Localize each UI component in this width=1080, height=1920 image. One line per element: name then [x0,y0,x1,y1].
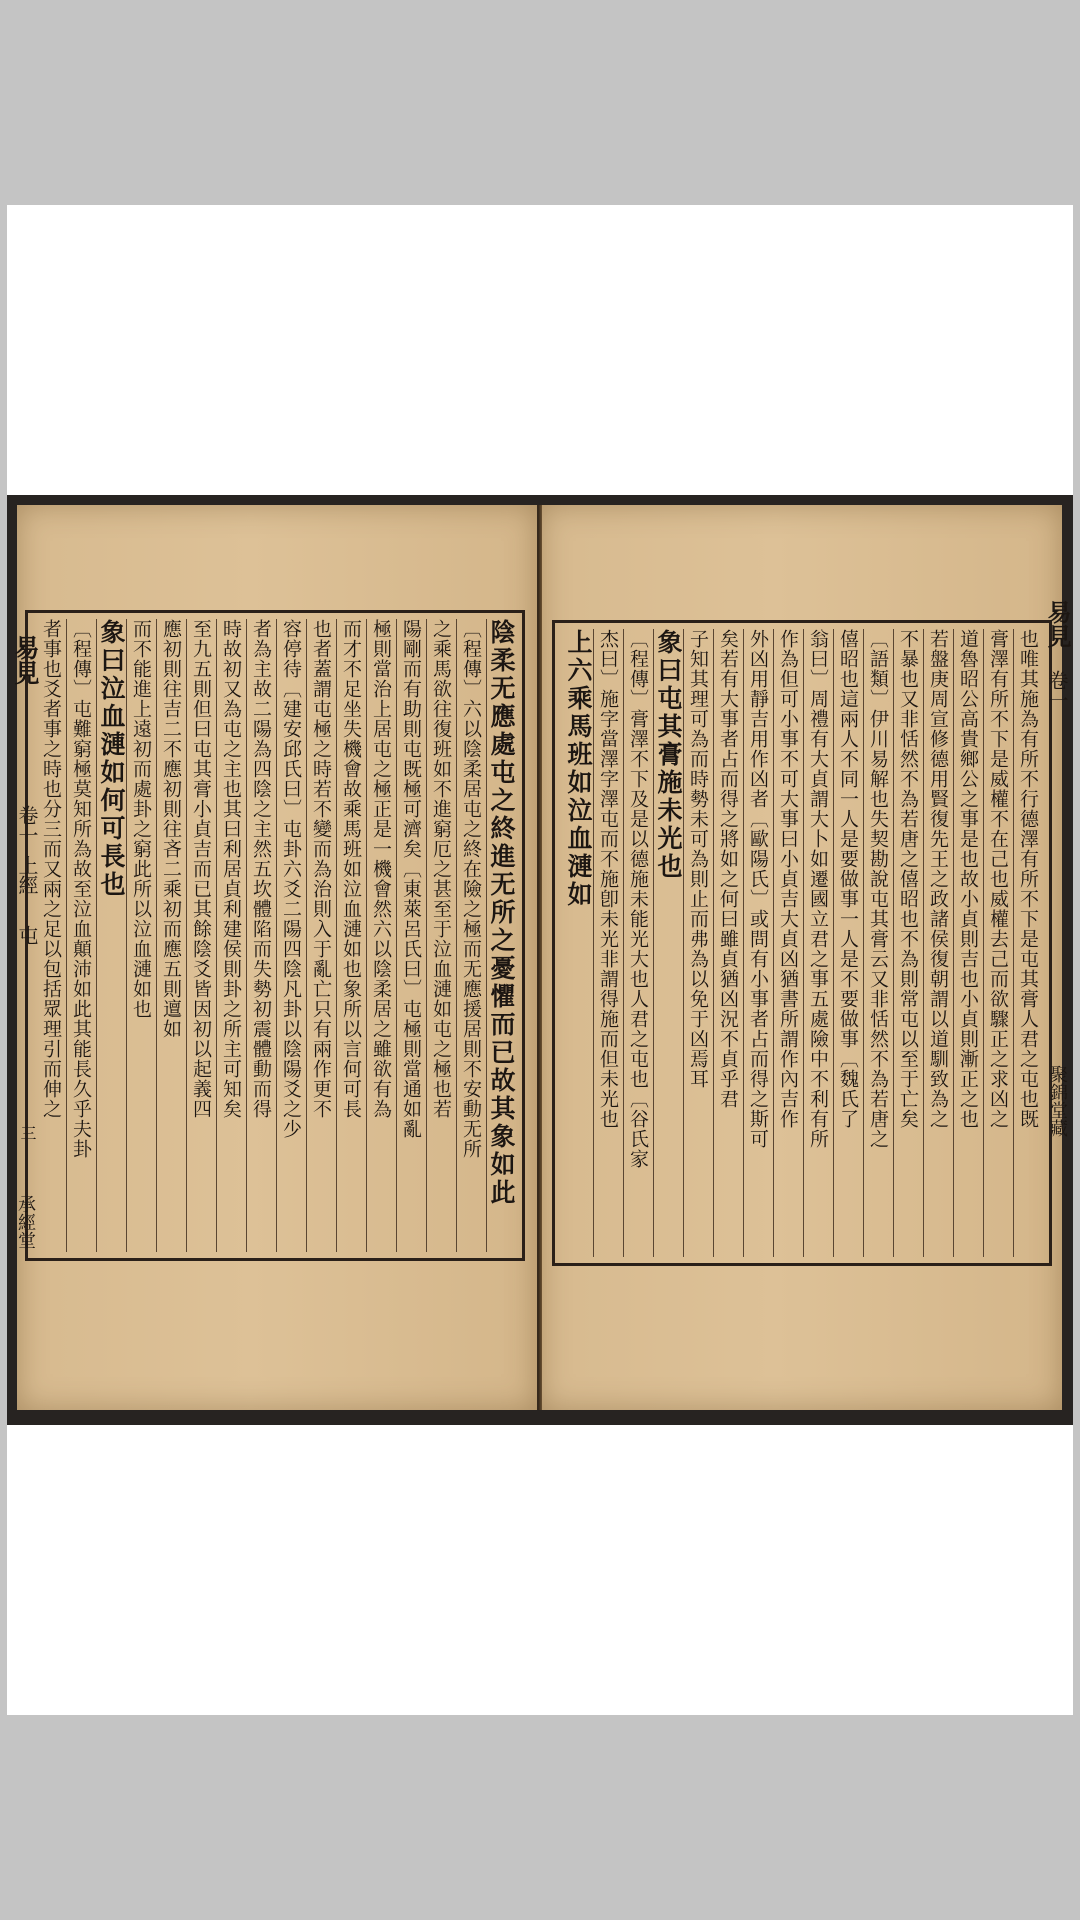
text-column: 而才不足坐失機會故乘馬班如泣血漣如也象所以言何可長 [336,619,366,1252]
text-column: 若盤庚周宣修德用賢復先王之政諸侯復朝謂以道馴致為之 [923,629,953,1257]
text-column: 象曰泣血漣如何可長也 [96,619,126,1252]
left-margin-title: 易見 [11,635,40,685]
text-column: 者事也爻者事之時也分三而又兩之足以包括眾理引而伸之 [40,619,62,1119]
text-column: 〔程傳〕六以陰柔居屯之終在險之極而无應援居則不安動无所 [456,619,486,1252]
text-column: 〔程傳〕屯難窮極莫知所為故至泣血顛沛如此其能長久乎夫卦 [66,619,96,1252]
text-column: 作為但可小事不可大事曰小貞吉大貞凶猶書所謂作內吉作 [773,629,803,1257]
text-column: 也唯其施為有所不行德澤有所不下是屯其膏人君之屯也既 [1013,629,1043,1257]
text-column: 膏澤有所不下是威權不在己也威權去己而欲驟正之求凶之 [983,629,1013,1257]
text-column: 陰柔无應處屯之終進无所之憂懼而已故其象如此 [486,619,516,1252]
text-column: 也者蓋謂屯極之時若不變而為治則入于亂亡只有兩作更不 [306,619,336,1252]
left-margin-gua: 屯 [15,925,39,945]
text-column: 而不能進上遠初而處卦之窮此所以泣血漣如也 [126,619,156,1252]
text-column: 象曰屯其膏施未光也 [653,629,683,1257]
text-column: 矣若有大事者占而得之將如之何曰雖貞猶凶況不貞乎君 [713,629,743,1257]
text-column: 應初則往吉二不應初則往吝二乘初而應五則邅如 [156,619,186,1252]
text-column: 容停待〔建安邱氏曰〕屯卦六爻二陽四陰凡卦以陰陽爻之少 [276,619,306,1252]
text-column: 道魯昭公高貴鄉公之事是也故小貞則吉也小貞則漸正之也 [953,629,983,1257]
book-scan [7,495,1073,1425]
image-viewer [7,205,1073,1715]
text-column: 極則當治上居屯之極正是一機會然六以陰柔居之雖欲有為 [366,619,396,1252]
left-margin-volume: 卷一 [15,805,39,845]
text-column: 不暴也又非恬然不為若唐之僖昭也不為則常屯以至于亡矣 [893,629,923,1257]
left-margin-page-number: 三 [18,1125,37,1141]
left-page-columns [34,619,516,1252]
text-column: 〔語類〕伊川易解也失契勘說屯其膏云又非恬然不為若唐之 [863,629,893,1257]
text-column: 外凶用靜吉用作凶者〔歐陽氏〕或問有小事者占而得之斯可 [743,629,773,1257]
text-column: 之乘馬欲往復班如不進窮厄之甚至于泣血漣如屯之極也若 [426,619,456,1252]
text-column: 上六乘馬班如泣血漣如 [564,629,593,909]
right-margin-title: 易見 [1043,600,1072,648]
text-column: 至九五則但曰屯其膏小貞吉而已其餘陰爻皆因初以起義四 [186,619,216,1252]
right-page-columns [561,629,1043,1257]
text-column: 僖昭也這兩人不同一人是要做事一人是不要做事〔魏氏了 [833,629,863,1257]
text-column: 〔程傳〕膏澤不下及是以德施未能光大也人君之屯也〔谷氏家 [623,629,653,1257]
left-page [11,505,537,1410]
text-column: 杰曰〕施字當澤字澤屯而不施卽未光非謂得施而但未光也 [593,629,623,1257]
right-margin-publisher: 聚錦堂藏 [1047,1065,1068,1137]
left-page-text-frame [25,610,525,1261]
left-margin-publisher: 承經堂 [15,1195,36,1249]
text-column: 翁曰〕周禮有大貞謂大卜如遷國立君之事五處險中不利有所 [803,629,833,1257]
text-column: 陽剛而有助則屯既極可濟矣〔東萊呂氏曰〕屯極則當通如亂 [396,619,426,1252]
text-column: 子知其理可為而時勢未可為則止而弗為以免于凶焉耳 [683,629,713,1257]
right-page-text-frame [552,620,1052,1266]
text-column: 時故初又為屯之主也其曰利居貞利建侯則卦之所主可知矣 [216,619,246,1252]
right-margin-volume: 卷一 [1045,670,1069,710]
right-page [540,505,1072,1410]
text-column: 者為主故二陽為四陰之主然五坎體陷而失勢初震體動而得 [246,619,276,1252]
left-margin-section: 上經 [15,855,39,895]
